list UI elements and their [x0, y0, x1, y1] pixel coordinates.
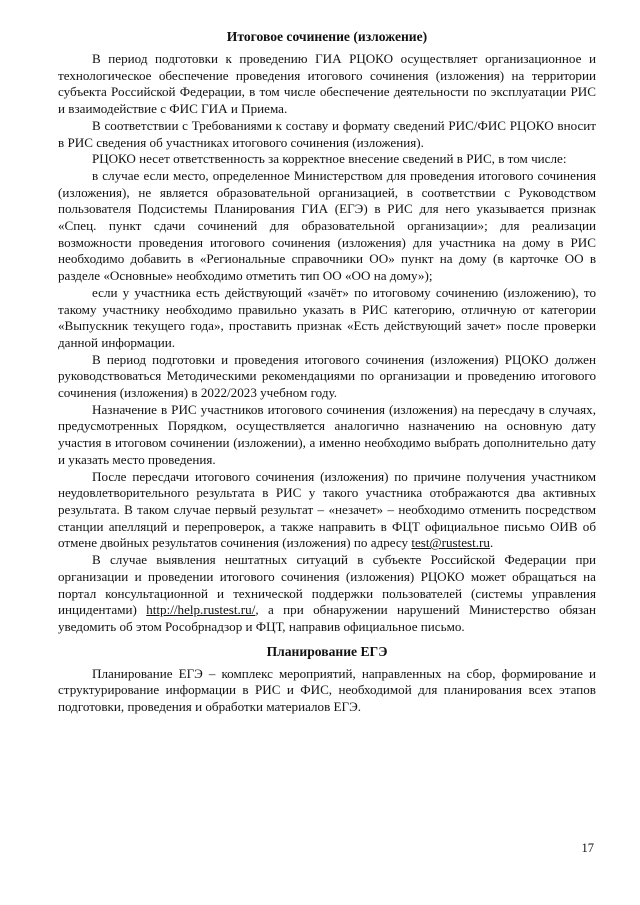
paragraph-special-point: в случае если место, определенное Министерством для проведения итогового сочинения (изложения), не является образовательной организацией, в соответствии с Руководством пользователя Подсистемы Планирования ГИА (ЕГЭ) в РИС для него указывается признак «Спец. пункт сдачи сочинений для образовательной организации»; для реализации возможности проведения итогового сочинения (изложения) для участника на дому в РИС необходимо добавить в «Региональные справочники ОО» пункт на дому (в карточке ОО в разделе «Основные» необходимо отметить тип ОО «ОО на дому»); [58, 167, 596, 284]
paragraph-responsibility: РЦОКО несет ответственность за корректное внесение сведений в РИС, в том числе: [92, 151, 567, 167]
paragraph-planning: Планирование ЕГЭ – комплекс мероприятий, направленных на сбор, формирование и структурирование информации в РИС и ФИС, необходимой для планирования всех этапов подготовки, проведения и обработки материалов ЕГЭ. [58, 665, 596, 715]
paragraph-incidents-text: В случае выявления нештатных ситуаций в субъекте Российской Федерации при организации и проведении итогового сочинения (изложения) РЦОКО может обращаться на портал консультационной и технической поддержки пользователей (системы управления инцидентами) [58, 552, 596, 618]
page-number: 17 [581, 841, 594, 855]
paragraph-retake-results [58, 469, 596, 553]
paragraph-organization: В период подготовки к проведению ГИА РЦОКО осуществляет организационное и технологическое обеспечение проведения итогового сочинения (изложения) на территории субъекта Российской Федерации, в том числе обеспечение деятельности по эксплуатации РИС и взаимодействие с ФИС ГИА и Приема. [58, 51, 596, 117]
paragraph-existing-credit: если у участника есть действующий «зачёт» по итоговому сочинению (изложению), то такому участнику необходимо правильно указать в РИС категорию, отличную от категории «Выпускник текущего года», проставить признак «Есть действующий зачет» после проверки данной информации. [58, 284, 596, 350]
email-link[interactable]: test@rustest.ru [411, 535, 490, 551]
paragraph-requirements: В соответствии с Требованиями к составу и формату сведений РИС/ФИС РЦОКО вносит в РИС сведения об участниках итогового сочинения (изложения). [58, 117, 596, 150]
paragraph-retake-results-end: . [489, 535, 494, 551]
section-title-final-essay: Итоговое сочинение (изложение) [226, 29, 428, 44]
paragraph-incidents [58, 552, 596, 636]
paragraph-retake-assignment: Назначение в РИС участников итогового сочинения (изложения) на пересдачу в случаях, предусмотренных Порядком, осуществляется аналогично назначению на основную дату участия в итоговом сочинении (изложении), а именно необходимо выбрать дополнительно дату и указать место проведения. [58, 401, 596, 467]
support-portal-link[interactable]: http://help.rustest.ru/ [146, 602, 256, 618]
paragraph-retake-results-text: После пересдачи итогового сочинения (изложения) по причине получения участником неудовлетворительного результата в РИС у такого участника отображаются два активных результата. В таком случае первый результат – «незачет» – необходимо отменить посредством станции апелляций и перепроверок, а также направить в ФЦТ официальное письмо ОИВ об отмене двойных результатов сочинения (изложения) по адресу [58, 468, 596, 551]
paragraph-guidelines: В период подготовки и проведения итогового сочинения (изложения) РЦОКО должен руководствоваться Методическими рекомендациями по организации и проведению итогового сочинения (изложения) в 2022/2023 учебном году. [58, 351, 596, 401]
section-title-planning: Планирование ЕГЭ [266, 643, 388, 659]
paragraph-incidents-end: , а при обнаружении нарушений Министерство обязан уведомить об этом Рособрнадзор и ФЦТ, направив официальное письмо. [58, 602, 596, 634]
